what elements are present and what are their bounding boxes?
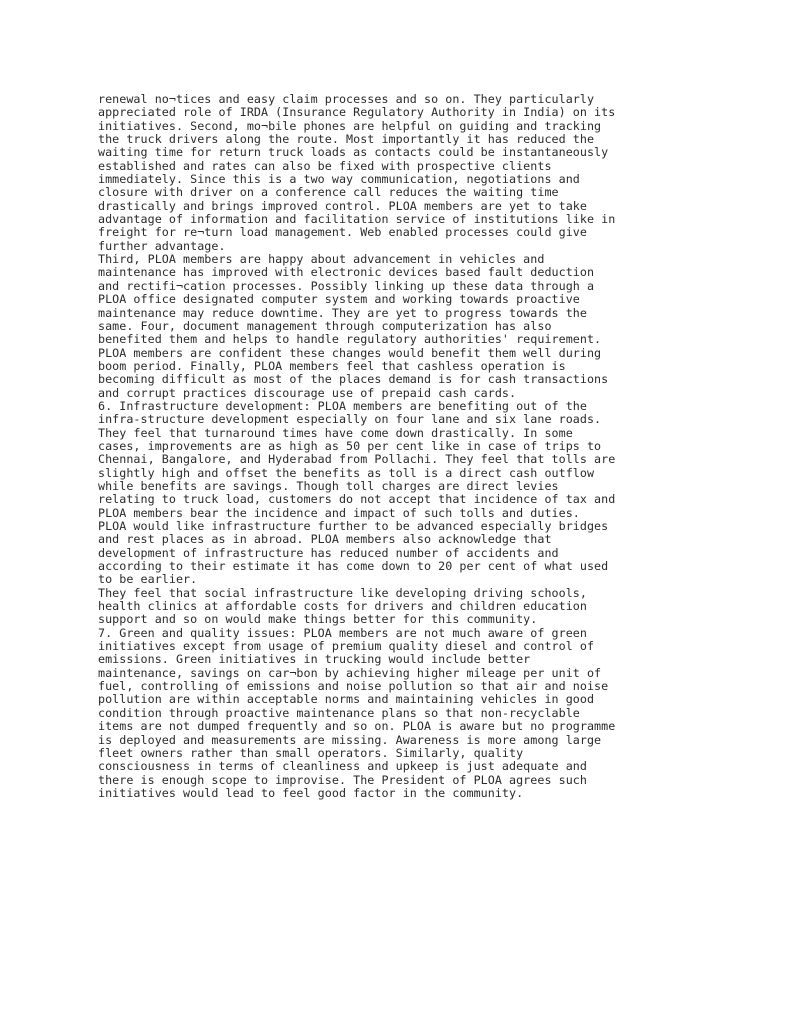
text-line: the truck drivers along the route. Most importantly it has reduced the	[98, 132, 595, 147]
text-line: PLOA office designated computer system and working towards proactive	[98, 292, 580, 307]
text-line: 6. Infrastructure development: PLOA members are benefiting out of the	[98, 398, 587, 413]
text-line: immediately. Since this is a two way communication, negotiations and	[98, 172, 580, 187]
text-line: there is enough scope to improvise. The President of PLOA agrees such	[98, 772, 587, 787]
text-line: boom period. Finally, PLOA members feel that cashless operation is	[98, 358, 566, 373]
text-line: and rest places as in abroad. PLOA members also acknowledge that	[98, 532, 552, 547]
text-line: initiatives except from usage of premium quality diesel and control of	[98, 639, 595, 654]
text-line: initiatives would lead to feel good factor in the community.	[98, 785, 524, 800]
text-line: renewal no¬tices and easy claim processes and so on. They particularly	[98, 92, 595, 106]
text-line: support and so on would make things better for this community.	[98, 612, 538, 627]
text-line: Chennai, Bangalore, and Hyderabad from Pollachi. They feel that tolls are	[98, 452, 616, 467]
text-line: becoming difficult as most of the places demand is for cash transactions	[98, 372, 609, 387]
text-line: same. Four, document management through computerization has also	[98, 318, 552, 333]
text-line: development of infrastructure has reduced number of accidents and	[98, 545, 559, 560]
text-line: consciousness in terms of cleanliness and upkeep is just adequate and	[98, 759, 587, 774]
text-line: health clinics at affordable costs for drivers and children education	[98, 599, 587, 614]
text-line: waiting time for return truck loads as contacts could be instantaneously	[98, 145, 609, 160]
text-line: relating to truck load, customers do not accept that incidence of tax and	[98, 492, 616, 507]
text-line: is deployed and measurements are missing. Awareness is more among large	[98, 732, 602, 747]
text-line: to be earlier.	[98, 572, 198, 587]
text-line: PLOA members bear the incidence and impact of such tolls and duties.	[98, 505, 580, 520]
text-line: and corrupt practices discourage use of prepaid cash cards.	[98, 385, 517, 400]
document-body	[98, 93, 698, 800]
text-line: They feel that turnaround times have come down drastically. In some	[98, 425, 573, 440]
text-line: infra-structure development especially on four lane and six lane roads.	[98, 412, 602, 427]
text-line: initiatives. Second, mo¬bile phones are helpful on guiding and tracking	[98, 118, 602, 133]
text-line: cases, improvements are as high as 50 per cent like in case of trips to	[98, 438, 602, 453]
text-line: PLOA would like infrastructure further to be advanced especially bridges	[98, 519, 609, 533]
text-line: freight for re¬turn load management. Web enabled processes could give	[98, 225, 587, 240]
text-line: and rectifi¬cation processes. Possibly linking up these data through a	[98, 278, 595, 293]
text-line: closure with driver on a conference call reduces the waiting time	[98, 185, 559, 200]
text-line: according to their estimate it has come down to 20 per cent of what used	[98, 559, 609, 574]
text-line: benefited them and helps to handle regulatory authorities' requirement.	[98, 332, 602, 347]
text-line: fuel, controlling of emissions and noise pollution so that air and noise	[98, 679, 609, 694]
text-line: maintenance has improved with electronic devices based fault deduction	[98, 265, 595, 280]
text-line: established and rates can also be fixed with prospective clients	[98, 158, 552, 173]
text-line: items are not dumped frequently and so on. PLOA is aware but no programme	[98, 719, 616, 734]
text-line: drastically and brings improved control. PLOA members are yet to take	[98, 198, 587, 213]
text-line: condition through proactive maintenance plans so that non-recyclable	[98, 705, 580, 720]
text-line: slightly high and offset the benefits as toll is a direct cash outflow	[98, 465, 595, 480]
text-line: fleet owners rather than small operators. Similarly, quality	[98, 745, 524, 760]
text-line: further advantage.	[98, 238, 226, 253]
text-line: PLOA members are confident these changes would benefit them well during	[98, 345, 602, 360]
text-line: Third, PLOA members are happy about advancement in vehicles and	[98, 252, 545, 267]
text-line: appreciated role of IRDA (Insurance Regulatory Authority in India) on its	[98, 105, 616, 120]
text-line: maintenance, savings on car¬bon by achieving higher mileage per unit of	[98, 665, 602, 680]
document-page	[98, 93, 698, 800]
text-line: They feel that social infrastructure like developing driving schools,	[98, 585, 587, 600]
text-line: emissions. Green initiatives in trucking would include better	[98, 652, 531, 667]
text-line: maintenance may reduce downtime. They are yet to progress towards the	[98, 305, 587, 320]
text-line: 7. Green and quality issues: PLOA members are not much aware of green	[98, 625, 587, 640]
text-line: advantage of information and facilitation service of institutions like in	[98, 212, 616, 227]
text-line: while benefits are savings. Though toll charges are direct levies	[98, 478, 559, 493]
text-line: pollution are within acceptable norms and maintaining vehicles in good	[98, 692, 595, 707]
